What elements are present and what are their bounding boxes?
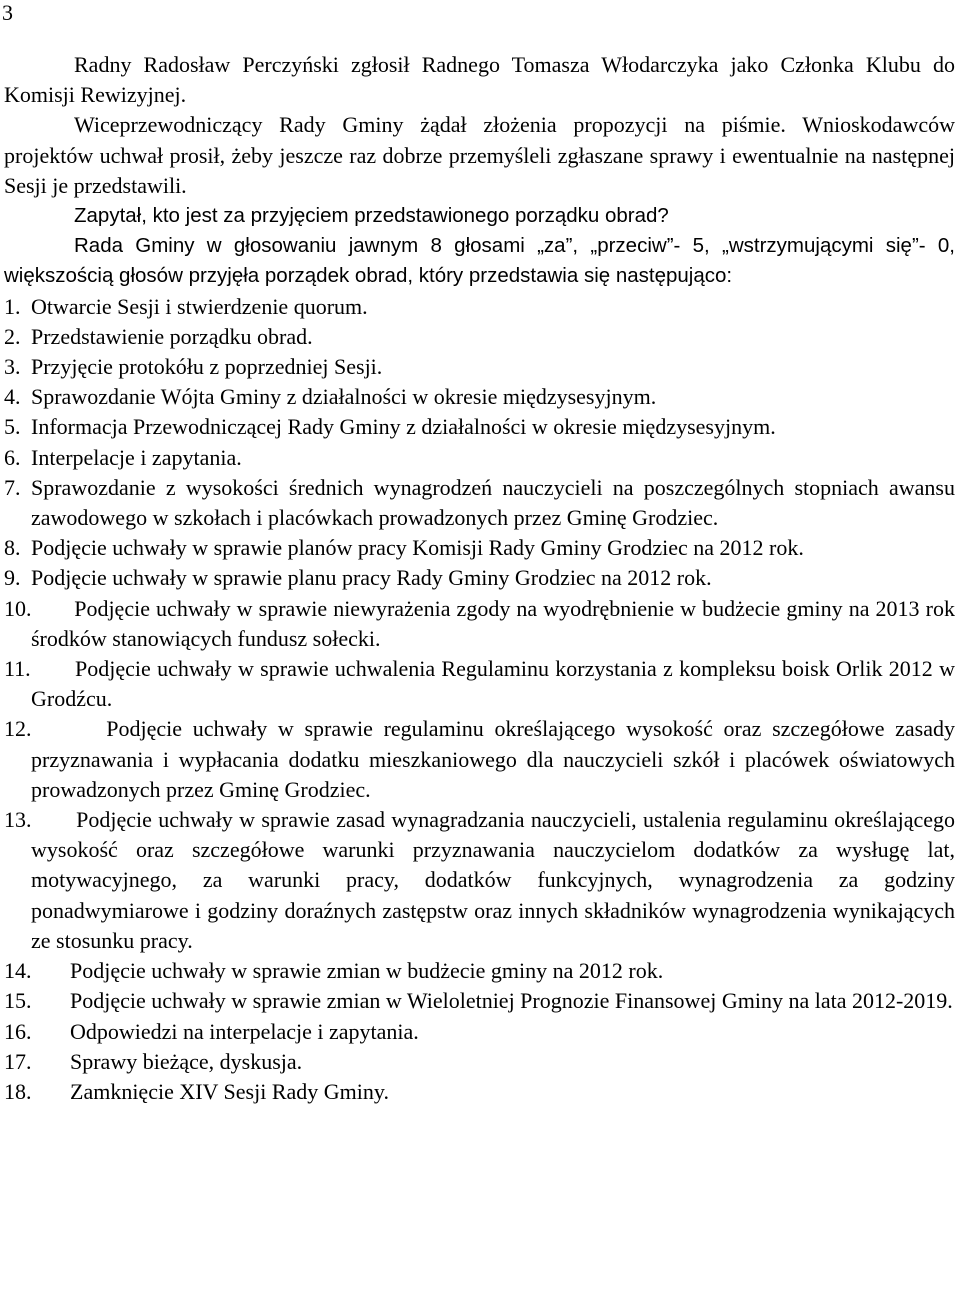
- agenda-item: [4, 473, 955, 533]
- paragraph-question: Zapytał, kto jest za przyjęciem przedstawionego porządku obrad?: [74, 204, 669, 228]
- agenda-item-text: Sprawozdanie Wójta Gminy z działalności w okresie międzysesyjnym.: [31, 384, 657, 410]
- agenda-item-text: Przyjęcie protokółu z poprzedniej Sesji.: [31, 354, 383, 380]
- agenda-list: [4, 292, 955, 1107]
- paragraph-vice-chair-request: Wiceprzewodniczący Rady Gminy żądał złożenia propozycji na piśmie. Wnioskodawców projektów uchwał prosił, żeby jeszcze raz dobrze przemyśleli zgłaszane sprawy i ewentualnie na następnej Sesji je przedstawili.: [4, 112, 955, 198]
- agenda-item: [4, 1017, 955, 1047]
- agenda-item-number: 3.: [4, 354, 21, 380]
- agenda-item-text: Zamknięcie XIV Sesji Rady Gminy.: [70, 1078, 389, 1104]
- agenda-item-number: 9.: [4, 565, 21, 591]
- agenda-item-number: 5.: [4, 414, 21, 440]
- agenda-item-number: 18.: [4, 1078, 32, 1104]
- agenda-item-text: Podjęcie uchwały w sprawie planu pracy Rady Gminy Grodziec na 2012 rok.: [31, 565, 712, 591]
- page-number: 3: [2, 0, 13, 25]
- paragraph-vote-result: Rada Gminy w głosowaniu jawnym 8 głosami „za”, „przeciw”- 5, „wstrzymującymi się”- 0, większością głosów przyjęła porządek obrad, który przedstawia się następująco:: [4, 234, 955, 288]
- agenda-item-number: 10.: [4, 595, 32, 621]
- agenda-item-number: 7.: [4, 474, 21, 500]
- agenda-item: [4, 382, 955, 412]
- agenda-item-number: 12.: [4, 716, 32, 742]
- agenda-item: [4, 322, 955, 352]
- agenda-item: [4, 654, 955, 714]
- agenda-item: [4, 443, 955, 473]
- agenda-item-text: Sprawozdanie z wysokości średnich wynagrodzeń nauczycieli na poszczególnych stopniach awansu zawodowego w szkołach i placówkach prowadzonych przez Gminę Grodziec.: [31, 474, 955, 531]
- agenda-item: [4, 805, 955, 956]
- agenda-item-number: 17.: [4, 1048, 32, 1074]
- document-body: [4, 50, 955, 1107]
- agenda-item-text: Przedstawienie porządku obrad.: [31, 323, 313, 349]
- agenda-item-number: 6.: [4, 444, 21, 470]
- agenda-item: [4, 292, 955, 322]
- agenda-item-number: 2.: [4, 323, 21, 349]
- agenda-item: [4, 594, 955, 654]
- agenda-item-number: 11.: [4, 656, 31, 682]
- agenda-item-number: 1.: [4, 293, 21, 319]
- agenda-item-text: Odpowiedzi na interpelacje i zapytania.: [70, 1018, 419, 1044]
- agenda-item: [4, 956, 955, 986]
- agenda-item: [4, 563, 955, 593]
- agenda-item-text: Podjęcie uchwały w sprawie niewyrażenia zgody na wyodrębnienie w budżecie gminy na 2013 rok środków stanowiących fundusz sołecki.: [31, 595, 955, 651]
- agenda-item-text: Podjęcie uchwały w sprawie planów pracy Komisji Rady Gminy Grodziec na 2012 rok.: [31, 535, 804, 561]
- agenda-item: [4, 533, 955, 563]
- agenda-item-number: 8.: [4, 535, 21, 561]
- agenda-item: [4, 714, 955, 805]
- agenda-item-text: Podjęcie uchwały w sprawie zmian w budżecie gminy na 2012 rok.: [70, 958, 664, 984]
- agenda-item: [4, 352, 955, 382]
- agenda-item-text: Interpelacje i zapytania.: [31, 444, 242, 470]
- agenda-item: [4, 412, 955, 442]
- agenda-item: [4, 1077, 955, 1107]
- agenda-item-text: Podjęcie uchwały w sprawie regulaminu określającego wysokość oraz szczegółowe zasady przyznawania i wypłacania dodatku mieszkaniowego dla nauczycieli szkół i placówek oświatowych prowadzonych przez Gminę Grodziec.: [31, 716, 956, 802]
- agenda-item-number: 15.: [4, 988, 32, 1014]
- agenda-item: [4, 986, 955, 1016]
- agenda-item-text: Podjęcie uchwały w sprawie zmian w Wieloletniej Prognozie Finansowej Gminy na lata 2012-2019.: [70, 988, 953, 1014]
- agenda-item-number: 13.: [4, 807, 32, 833]
- paragraph-committee-nomination: Radny Radosław Perczyński zgłosił Radnego Tomasza Włodarczyka jako Członka Klubu do Komisji Rewizyjnej.: [4, 52, 955, 108]
- agenda-item-text: Informacja Przewodniczącej Rady Gminy z działalności w okresie międzysesyjnym.: [31, 414, 776, 440]
- agenda-item: [4, 1047, 955, 1077]
- agenda-item-text: Podjęcie uchwały w sprawie uchwalenia Regulaminu korzystania z kompleksu boisk Orlik 2012 w Grodźcu.: [31, 656, 956, 712]
- agenda-item-number: 16.: [4, 1018, 32, 1044]
- agenda-item-number: 14.: [4, 958, 32, 984]
- agenda-item-text: Otwarcie Sesji i stwierdzenie quorum.: [31, 293, 368, 319]
- agenda-item-number: 4.: [4, 384, 21, 410]
- agenda-item-text: Podjęcie uchwały w sprawie zasad wynagradzania nauczycieli, ustalenia regulaminu określającego wysokość oraz szczegółowe warunki przyznawania nauczycielom dodatków za wysługę lat, motywacyjnego, za warunki pracy, dodatków funkcyjnych, wynagrodzenia za godziny ponadwymiarowe i godziny doraźnych zastępstw oraz innych składników wynagrodzenia wynikających ze stosunku pracy.: [31, 807, 955, 953]
- agenda-item-text: Sprawy bieżące, dyskusja.: [70, 1048, 303, 1074]
